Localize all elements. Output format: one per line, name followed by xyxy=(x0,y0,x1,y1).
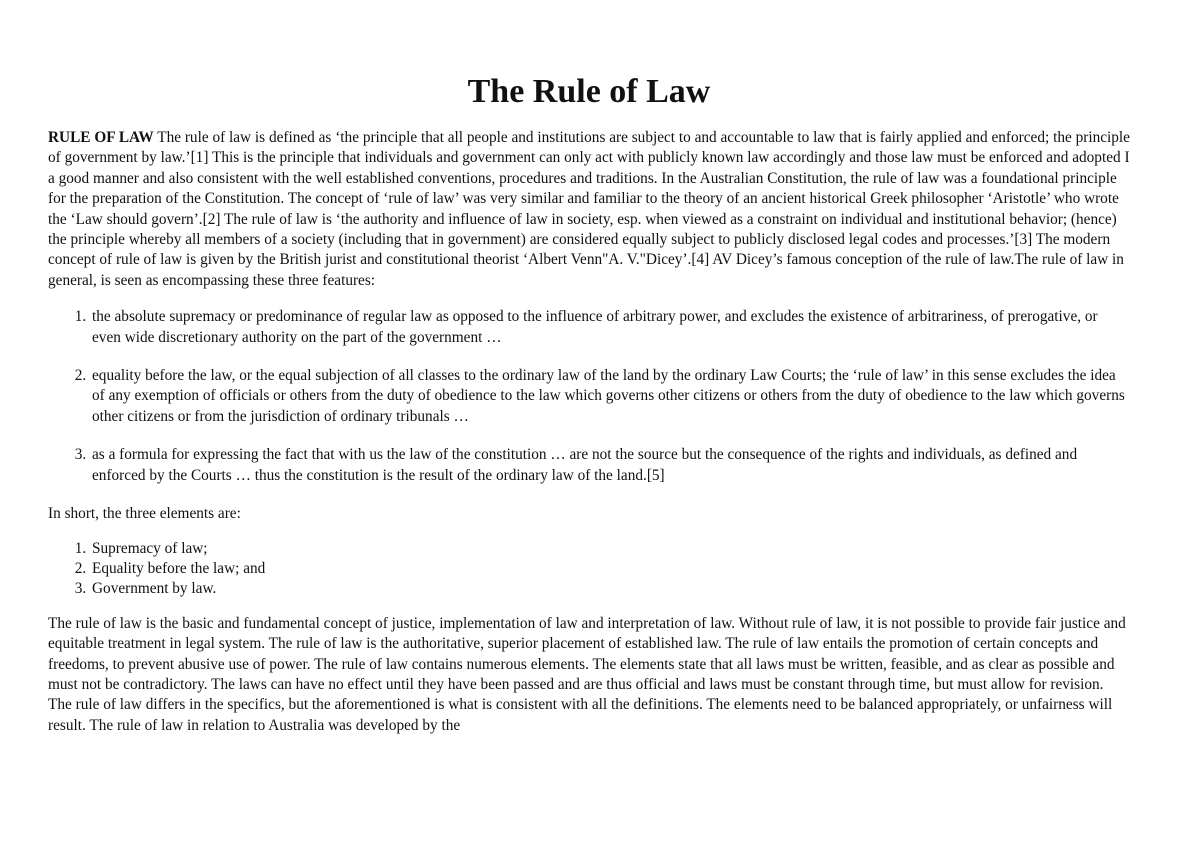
feature-item-3: 3. as a formula for expressing the fact that with us the law of the constitution … are not the source but the consequence of the rights and individuals, as defined and enforced by the Courts … thus the constitution is the result of the ordinary law of the land.[5] xyxy=(90,445,1130,486)
element-item-2: 2. Equality before the law; and xyxy=(90,559,1130,579)
element-item-3: 3. Government by law. xyxy=(90,579,1130,599)
document-title: The Rule of Law xyxy=(467,73,711,110)
element-item-1: 1. Supremacy of law; xyxy=(90,539,1130,559)
elements-list xyxy=(48,539,1130,600)
features-list xyxy=(48,307,1130,486)
closing-paragraph: The rule of law is the basic and fundamental concept of justice, implementation of law and interpretation of law. Without rule of law, it is not possible to provide fair justice and equitable treatment in legal system. The rule of law is the authoritative, superior placement of established law. The rule of law entails the promotion of certain concepts and freedoms, to prevent abusive use of power. The rule of law contains numerous elements. The elements state that all laws must be written, feasible, and as clear as possible and must not be contradictory. The laws can have no effect until they have been passed and are thus official and laws must be constant through time, but must allow for revision. The rule of law differs in the specifics, but the aforementioned is what is consistent with all the definitions. The elements need to be balanced appropriately, or unfairness will result. The rule of law in relation to Australia was developed by the xyxy=(48,614,1126,734)
intro-heading: RULE OF LAW xyxy=(48,129,154,146)
intro-text: The rule of law is defined as ‘the principle that all people and institutions are subject to and accountable to law that is fairly applied and enforced; the principle of government by law.’[1] This is the principle that individuals and government can only act with publicly known law accordingly and those law must be enforced and adopted I a good manner and also consistent with the well established conventions, procedures and traditions. In the Australian Constitution, the rule of law was a foundational principle for the preparation of the Constitution. The concept of ‘rule of law’ was very similar and familiar to the theory of an ancient historical Greek philosopher ‘Aristotle’ who wrote the ‘Law should govern’.[2] The rule of law is ‘the authority and influence of law in society, esp. when viewed as a constraint on individual and institutional behavior; (hence) the principle whereby all members of a society (including that in government) are considered equally subject to publicly disclosed legal codes and processes.’[3] The modern concept of rule of law is given by the British jurist and constitutional theorist ‘Albert Venn"A. V."Dicey’.[4] AV Dicey’s famous conception of the rule of law.The rule of law in general, is seen as encompassing these three features: xyxy=(48,129,1130,289)
feature-item-1: 1. the absolute supremacy or predominance of regular law as opposed to the influence of arbitrary power, and excludes the existence of arbitrariness, of prerogative, or even wide discretionary authority on the part of the government … xyxy=(90,307,1130,348)
feature-item-2: 2. equality before the law, or the equal subjection of all classes to the ordinary law of the land by the ordinary Law Courts; the ‘rule of law’ in this sense excludes the idea of any exemption of officials or others from the duty of obedience to the law which governs other citizens or others from the duty of obedience to the law which governs other citizens or from the jurisdiction of ordinary tribunals … xyxy=(90,366,1130,427)
intro-paragraph xyxy=(48,128,1130,291)
short-intro: In short, the three elements are: xyxy=(48,505,241,523)
